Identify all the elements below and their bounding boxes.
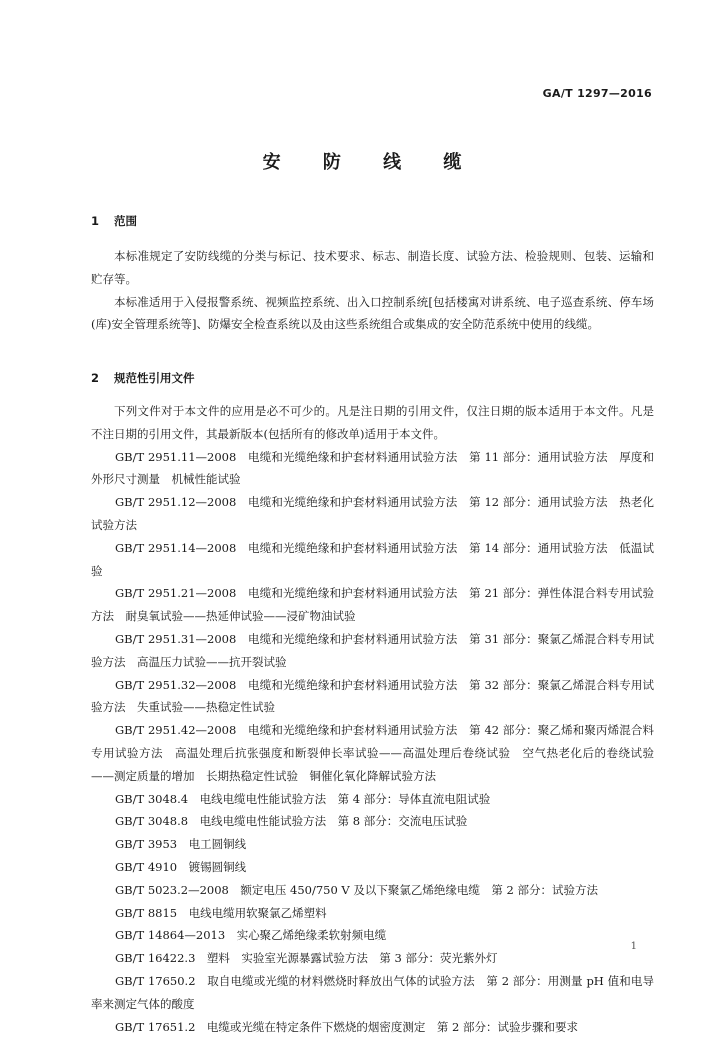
reference-item: GB/T 2951.12—2008 电缆和光缆绝缘和护套材料通用试验方法 第 12 部分：通用试验方法 热老化试验方法 <box>91 495 654 532</box>
page-number: 1 <box>630 941 637 952</box>
document-title: 安 防 线 缆 <box>262 152 480 173</box>
reference-list <box>91 400 654 1038</box>
reference-item: GB/T 2951.14—2008 电缆和光缆绝缘和护套材料通用试验方法 第 14 部分：通用试验方法 低温试验 <box>91 540 654 578</box>
reference-item: GB/T 4910 镀锡圆铜线 <box>115 859 247 874</box>
scope-body <box>91 245 654 336</box>
reference-item: GB/T 8815 电线电缆用软聚氯乙烯塑料 <box>115 905 327 920</box>
reference-item: GB/T 3048.8 电线电缆电性能试验方法 第 8 部分：交流电压试验 <box>115 814 468 829</box>
normative-intro: 下列文件对于本文件的应用是必不可少的。凡是注日期的引用文件，仅注日期的版本适用于本文件。凡是不注日期的引用文件，其最新版本(包括所有的修改单)适用于本文件。 <box>91 404 654 441</box>
reference-item: GB/T 3048.4 电线电缆电性能试验方法 第 4 部分：导体直流电阻试验 <box>115 791 491 806</box>
reference-item: GB/T 16422.3 塑料 实验室光源暴露试验方法 第 3 部分：荧光紫外灯 <box>115 951 498 966</box>
section-number: 1 <box>91 214 100 228</box>
reference-item: GB/T 2951.32—2008 电缆和光缆绝缘和护套材料通用试验方法 第 32 部分：聚氯乙烯混合料专用试验方法 失重试验——热稳定性试验 <box>91 677 654 715</box>
reference-item: GB/T 2951.31—2008 电缆和光缆绝缘和护套材料通用试验方法 第 31 部分：聚氯乙烯混合料专用试验方法 高温压力试验——抗开裂试验 <box>91 631 654 669</box>
reference-item: GB/T 3953 电工圆铜线 <box>115 837 247 852</box>
reference-item: GB/T 14864—2013 实心聚乙烯绝缘柔软射频电缆 <box>115 928 387 943</box>
reference-item: GB/T 17650.2 取自电缆或光缆的材料燃烧时释放出气体的试验方法 第 2 部分：用测量 pH 值和电导率来测定气体的酸度 <box>91 973 654 1011</box>
reference-item: GB/T 2951.21—2008 电缆和光缆绝缘和护套材料通用试验方法 第 21 部分：弹性体混合料专用试验方法 耐臭氧试验——热延伸试验——浸矿物油试验 <box>91 586 654 624</box>
reference-item: GB/T 2951.11—2008 电缆和光缆绝缘和护套材料通用试验方法 第 11 部分：通用试验方法 厚度和外形尺寸测量 机械性能试验 <box>91 449 654 487</box>
section-heading-scope <box>91 213 137 229</box>
section-title: 规范性引用文件 <box>114 371 195 385</box>
section-number: 2 <box>91 371 100 385</box>
reference-item: GB/T 17651.2 电缆或光缆在特定条件下燃烧的烟密度测定 第 2 部分：试验步骤和要求 <box>115 1019 579 1034</box>
scope-paragraph: 本标准适用于入侵报警系统、视频监控系统、出入口控制系统[包括楼寓对讲系统、电子巡查系统、停车场(库)安全管理系统等]、防爆安全检查系统以及由这些系统组合或集成的安全防范系统中使用的线缆。 <box>91 294 654 332</box>
standard-code: GA/T 1297—2016 <box>542 87 652 100</box>
section-title: 范围 <box>114 214 137 228</box>
reference-item: GB/T 2951.42—2008 电缆和光缆绝缘和护套材料通用试验方法 第 42 部分：聚乙烯和聚丙烯混合料专用试验方法 高温处理后抗张强度和断裂伸长率试验——高温处理后卷绕试验 空气热老化后的卷绕试验——测定质量的增加 长期热稳定性试验 铜催化氧化降解试验方法 <box>91 723 654 783</box>
scope-paragraph: 本标准规定了安防线缆的分类与标记、技术要求、标志、制造长度、试验方法、检验规则、包装、运输和贮存等。 <box>91 249 654 286</box>
section-heading-normative-references <box>91 370 195 386</box>
reference-item: GB/T 5023.2—2008 额定电压 450/750 V 及以下聚氯乙烯绝缘电缆 第 2 部分：试验方法 <box>115 882 599 897</box>
